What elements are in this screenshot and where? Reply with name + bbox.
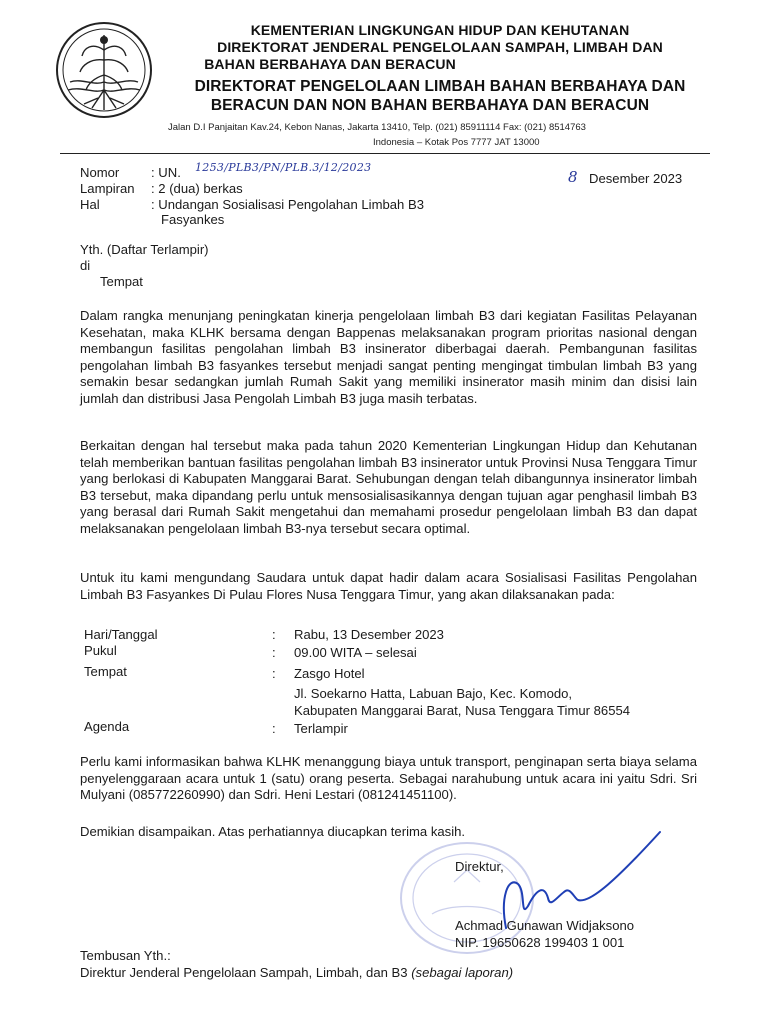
signatory-name: Achmad Gunawan Widjaksono <box>455 918 635 933</box>
letterhead-line-2: DIREKTORAT JENDERAL PENGELOLAAN SAMPAH, LIMBAH DAN <box>217 39 663 55</box>
paragraph-2: Berkaitan dengan hal tersebut maka pada tahun 2020 Kementerian Lingkungan Hidup dan Kehutanan telah memberikan bantuan fasilitas pengolahan limbah B3 insinerator untuk Provinsi Nusa Tenggara Timur yang berlokasi di Kabupaten Manggarai Barat. Sehubungan dengan telah dibangunnya insinerator limbah B3 tersebut, maka dipandang perlu untuk mensosialisasikannya dengan tujuan agar penghasil limbah B3 yang berasal dari Rumah Sakit mengetahui dan memahami prosedur pengelolaan limbah B3 dan dapat melaksanakan pengelolaan limbah B3-nya tersebut secara optimal. <box>80 438 697 536</box>
lampiran-label: Lampiran <box>80 181 135 196</box>
schedule-agenda-value: Terlampir <box>294 721 348 736</box>
signature-title: Direktur, <box>455 859 504 874</box>
letterhead-line-3: BAHAN BERBAHAYA DAN BERACUN <box>204 56 456 72</box>
nomor-prefix: : UN. <box>151 165 181 180</box>
recipient-line-3: Tempat <box>100 274 143 289</box>
paragraph-1: Dalam rangka menunjang peningkatan kinerja pengelolaan limbah B3 dari kegiatan Fasilitas Pelayanan Kesehatan, maka KLHK bersama dengan Bappenas melaksanakan program prioritas nasional dengan membangun fasilitas pengolahan limbah B3 insinerator diberbagai daerah. Pembangunan fasilitas pengolahan limbah B3 fasyankes tersebut menjadi sangat penting mengingat timbulan limbah B3 yang semakin besar sedangkan jumlah Rumah Sakit yang memiliki insinerator masih minim dan disisi lain jumlah dan distribusi Jasa Pengolah Limbah B3 juga masih terbatas. <box>80 308 697 406</box>
nomor-label: Nomor <box>80 165 120 180</box>
schedule-place-value-2: Jl. Soekarno Hatta, Labuan Bajo, Kec. Komodo, <box>294 686 573 701</box>
schedule-place-value-3: Kabupaten Manggarai Barat, Nusa Tenggara Timur 86554 <box>294 703 631 718</box>
schedule-time-value: 09.00 WITA – selesai <box>294 645 417 660</box>
letter-date: Desember 2023 <box>589 171 683 186</box>
nomor-handwritten: 1253/PLB3/PN/PLB.3/12/2023 <box>195 161 372 174</box>
schedule-agenda-label: Agenda <box>84 719 130 734</box>
recipient-line-1: Yth. (Daftar Terlampir) <box>80 242 209 257</box>
hal-value-line-1: : Undangan Sosialisasi Pengolahan Limbah B3 <box>151 197 424 212</box>
schedule-time-colon: : <box>272 645 276 660</box>
schedule-place-value-1: Zasgo Hotel <box>294 666 365 681</box>
signatory-nip: NIP. 19650628 199403 1 001 <box>455 935 625 950</box>
schedule-day-label: Hari/Tanggal <box>84 627 158 642</box>
ministry-logo <box>52 20 156 120</box>
schedule-day-colon: : <box>272 627 276 642</box>
date-day-handwritten: 8 <box>568 168 578 186</box>
letterhead-address-2: Indonesia – Kotak Pos 7777 JAT 13000 <box>373 137 540 148</box>
letterhead-divider <box>60 153 710 154</box>
schedule-day-value: Rabu, 13 Desember 2023 <box>294 627 444 642</box>
recipient-line-2: di <box>80 258 91 273</box>
paragraph-3: Untuk itu kami mengundang Saudara untuk dapat hadir dalam acara Sosialisasi Fasilitas Pengolahan Limbah B3 Fasyankes Di Pulau Flores Nusa Tenggara Timur, yang akan dilaksanakan pada: <box>80 570 697 602</box>
letterhead-address-1: Jalan D.I Panjaitan Kav.24, Kebon Nanas, Jakarta 13410, Telp. (021) 85911114 Fax: (021) 8514763 <box>168 122 586 133</box>
letterhead-line-1: KEMENTERIAN LINGKUNGAN HIDUP DAN KEHUTANAN <box>250 22 630 38</box>
schedule-place-colon: : <box>272 666 276 681</box>
cc-recipient <box>80 965 513 980</box>
schedule-time-label: Pukul <box>84 643 117 658</box>
hal-value-line-2: Fasyankes <box>161 212 225 227</box>
schedule-agenda-colon: : <box>272 721 276 736</box>
closing-sentence: Demikian disampaikan. Atas perhatiannya diucapkan terima kasih. <box>80 824 466 839</box>
hal-label: Hal <box>80 197 100 212</box>
cc-recipient-note: (sebagai laporan) <box>411 965 514 980</box>
info-paragraph: Perlu kami informasikan bahwa KLHK menanggung biaya untuk transport, penginapan serta biaya selama penyelenggaraan acara untuk 1 (satu) orang peserta. Sebagai narahubung untuk acara ini yaitu Sdri. Sri Mulyani (085772260990) dan Sdri. Heni Lestari (081241451100). <box>80 754 697 802</box>
cc-label: Tembusan Yth.: <box>80 948 171 963</box>
lampiran-value: : 2 (dua) berkas <box>151 181 243 196</box>
letterhead-line-5: BERACUN DAN NON BAHAN BERBAHAYA DAN BERACUN <box>210 97 650 114</box>
letterhead-line-4: DIREKTORAT PENGELOLAAN LIMBAH BAHAN BERBAHAYA DAN <box>194 78 686 95</box>
schedule-place-label: Tempat <box>84 664 127 679</box>
cc-recipient-name: Direktur Jenderal Pengelolaan Sampah, Limbah, dan B3 <box>80 965 412 980</box>
